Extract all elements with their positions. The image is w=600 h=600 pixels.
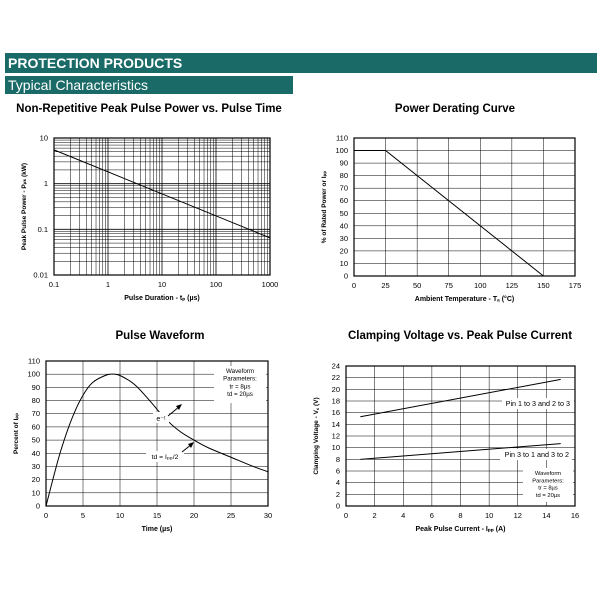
chart4-xlabel: Peak Pulse Current - Iₚₚ (A) — [415, 526, 506, 533]
chart2-xtick-label: 100 — [474, 281, 487, 290]
chart1-ytick-label: 10 — [39, 133, 48, 143]
chart3-xtick-label: 20 — [189, 511, 199, 520]
chart4-ytick-label: 0 — [335, 501, 340, 511]
chart3-ytick-label: 90 — [31, 382, 40, 392]
chart4-series-label-lower: Pin 3 to 1 and 3 to 2 — [504, 450, 569, 459]
chart3-annotation-waveform: td = 20µs — [227, 391, 253, 399]
chart4-ytick-label: 10 — [331, 443, 340, 453]
chart4-ytick-label: 4 — [335, 478, 340, 488]
chart4-ytick-label: 6 — [335, 466, 340, 476]
chart4-ytick-label: 8 — [335, 454, 340, 464]
chart3-xtick-label: 10 — [115, 511, 125, 520]
chart3-ytick-label: 80 — [31, 396, 40, 406]
chart3-ytick-label: 40 — [31, 448, 40, 458]
chart4-annotation-waveform: Waveform — [534, 471, 562, 477]
chart4-xtick-label: 4 — [401, 511, 406, 520]
chart4-xtick-label: 6 — [429, 511, 434, 520]
chart4-xtick-label: 8 — [458, 511, 463, 520]
chart2-ytick-label: 40 — [339, 221, 348, 231]
chart4-ytick-label: 14 — [331, 419, 340, 429]
chart3-ytick-label: 60 — [31, 422, 40, 432]
chart2-ytick-label: 60 — [339, 196, 348, 206]
chart3-ytick-label: 70 — [31, 409, 40, 419]
chart3-ytick-label: 20 — [31, 475, 40, 485]
chart2-ytick-label: 90 — [339, 158, 348, 168]
chart2-frame — [354, 138, 575, 276]
chart2-ytick-label: 110 — [336, 133, 348, 143]
chart4-xtick-label: 14 — [542, 511, 551, 520]
chart3-title: Pulse Waveform — [115, 330, 205, 342]
chart1-ylabel: Peak Pulse Power - Pₚₖ (kW) — [21, 162, 28, 251]
chart2-xtick-label: 175 — [568, 281, 582, 290]
chart2-ytick-label: 0 — [343, 271, 348, 281]
chart3-annotation-exp: e⁻ᵗ — [156, 416, 166, 423]
chart4-xtick-label: 2 — [372, 511, 377, 520]
chart2-ylabel: % of Rated Power or Iₚₚ — [321, 170, 328, 244]
chart4-ytick-label: 12 — [331, 431, 340, 441]
chart3-xtick-label: 25 — [226, 511, 236, 520]
chart2-xtick-label: 50 — [412, 281, 422, 290]
chart3-ytick-label: 100 — [27, 369, 40, 379]
chart3-xtick-label: 0 — [43, 511, 49, 520]
chart3-ytick-label: 110 — [28, 356, 40, 366]
chart2-ytick-label: 20 — [339, 246, 348, 256]
chart2-ytick-label: 30 — [339, 233, 348, 243]
chart1-xtick-label: 1000 — [261, 280, 279, 289]
chart1-xlabel: Pulse Duration - tₚ (µs) — [124, 295, 200, 302]
chart3-xtick-label: 15 — [152, 511, 162, 520]
chart2-ytick-label: 100 — [335, 146, 348, 156]
chart3-annotation-waveform: Waveform — [226, 368, 254, 375]
chart3-xlabel: Time (µs) — [141, 526, 173, 533]
chart2-ytick-label: 50 — [339, 208, 348, 218]
chart3-xtick-label: 5 — [80, 511, 86, 520]
chart3-ytick-label: 0 — [35, 501, 40, 511]
chart4-xtick-label: 12 — [513, 511, 522, 520]
chart1-title: Non-Repetitive Peak Pulse Power vs. Pulse Time — [16, 103, 282, 115]
chart2-title: Power Derating Curve — [394, 103, 516, 115]
chart1-ytick-label: 1 — [43, 179, 48, 189]
chart3-ytick-label: 50 — [31, 435, 40, 445]
chart1-xtick-label: 10 — [157, 280, 167, 289]
chart4-annotation-waveform: tr = 8µs — [538, 485, 558, 492]
chart2-xtick-label: 25 — [381, 281, 390, 290]
chart3-ytick-label: 10 — [31, 488, 40, 498]
chart3-annotation-td: td = Iₚₚ/2 — [151, 454, 179, 461]
chart2-ytick-label: 80 — [339, 171, 348, 181]
chart3-ytick-label: 30 — [31, 461, 40, 471]
chart4-ylabel: Clamping Voltage - V꜀ (V) — [313, 397, 320, 475]
chart1-xtick-label: 1 — [105, 280, 111, 289]
chart1-ytick-label: 0.1 — [37, 224, 48, 234]
subsection-header: Typical Characteristics — [5, 76, 293, 94]
chart2-xtick-label: 150 — [537, 281, 550, 290]
chart3-annotation-waveform: Parameters: — [223, 375, 257, 383]
chart4-ytick-label: 24 — [331, 361, 340, 371]
chart4-series-label-upper: Pin 1 to 3 and 2 to 3 — [505, 399, 570, 408]
chart4-title: Clamping Voltage vs. Peak Pulse Current — [347, 330, 573, 342]
chart1-xtick-label: 0.1 — [48, 280, 60, 289]
chart1-ytick-label: 0.01 — [33, 270, 48, 280]
chart4-ytick-label: 18 — [331, 396, 340, 406]
chart2-xtick-label: 125 — [505, 281, 519, 290]
chart4-annotation-waveform: Parameters: — [532, 478, 564, 485]
chart4-xtick-label: 10 — [484, 511, 494, 520]
chart4-ytick-label: 22 — [331, 373, 340, 383]
chart3-annotation-waveform: tr = 8µs — [229, 383, 251, 391]
chart4-ytick-label: 2 — [335, 489, 340, 499]
chart3-ylabel: Percent of Iₚₚ — [13, 413, 20, 454]
chart1-xtick-label: 100 — [209, 280, 223, 289]
chart2-xtick-label: 0 — [351, 281, 357, 290]
chart4-xtick-label: 0 — [343, 511, 349, 520]
chart2-ytick-label: 10 — [339, 258, 348, 268]
chart2-xtick-label: 75 — [444, 281, 453, 290]
section-header: PROTECTION PRODUCTS — [5, 53, 597, 73]
chart4-ytick-label: 20 — [331, 384, 340, 394]
chart2-ytick-label: 70 — [339, 183, 348, 193]
chart4-annotation-waveform: td = 20µs — [535, 492, 561, 499]
chart3-xtick-label: 30 — [263, 511, 273, 520]
chart4-xtick-label: 16 — [570, 511, 580, 520]
chart2-xlabel: Ambient Temperature - Tₐ (°C) — [414, 296, 515, 303]
chart4-ytick-label: 16 — [331, 408, 340, 418]
